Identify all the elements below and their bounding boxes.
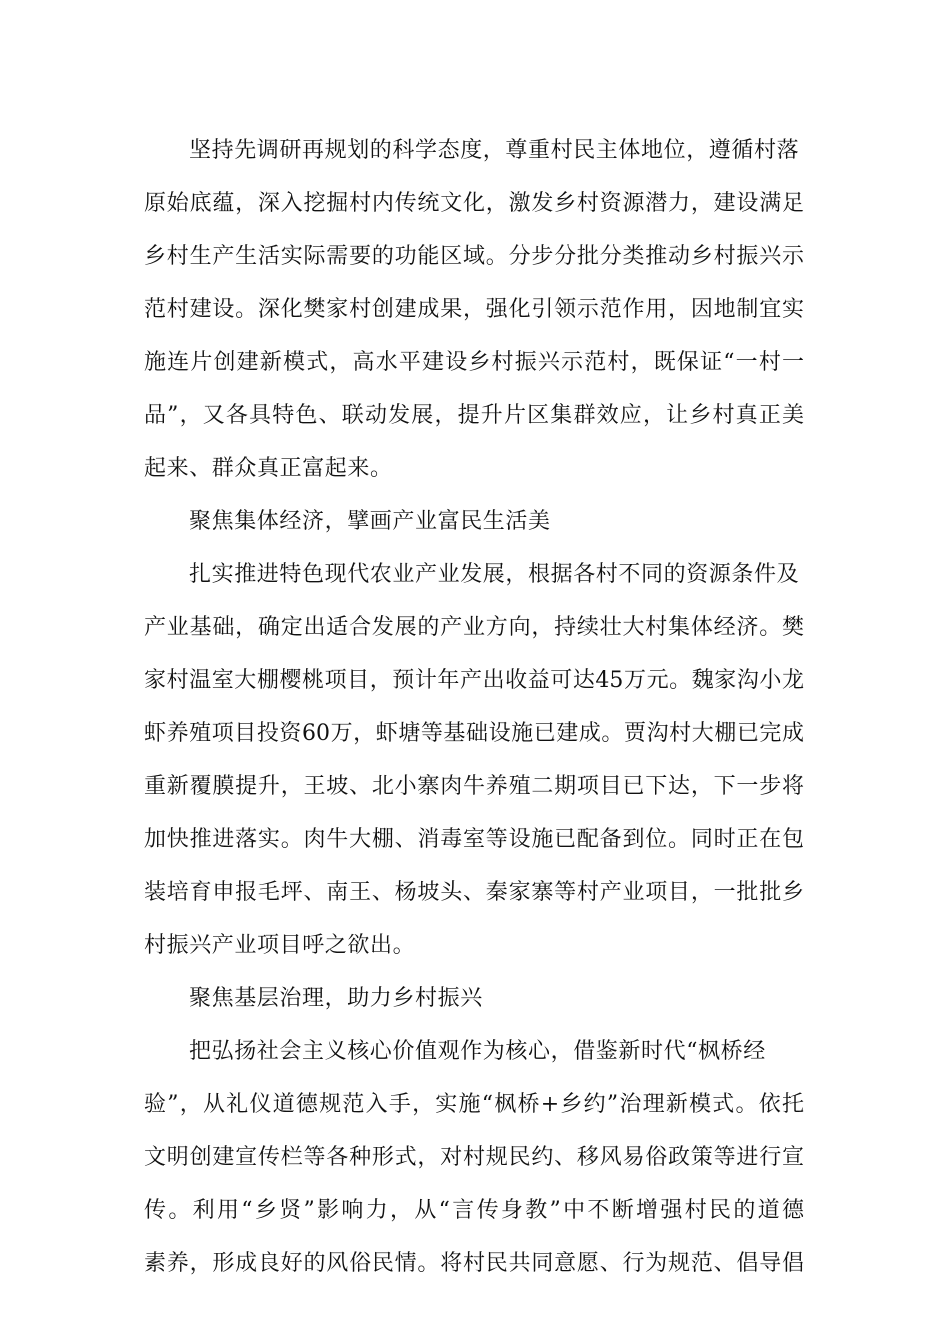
paragraph-1-line-2: 原始底蕴，深入挖掘村内传统文化，激发乡村资源潜力，建设满足	[144, 191, 804, 216]
paragraph-3-line-5: 素养，形成良好的风俗民情。将村民共同意愿、行为规范、倡导倡	[144, 1251, 804, 1276]
paragraph-3-line-4: 传。利用“乡贤”影响力，从“言传身教”中不断增强村民的道德	[144, 1198, 804, 1223]
paragraph-2-line-7: 装培育申报毛坪、南王、杨坡头、秦家寨等村产业项目，一批批乡	[144, 880, 804, 905]
paragraph-2-line-6: 加快推进落实。肉牛大棚、消毒室等设施已配备到位。同时正在包	[144, 827, 804, 852]
paragraph-3-line-1: 把弘扬社会主义核心价值观作为核心，借鉴新时代“枫桥经	[189, 1039, 766, 1064]
section-heading-grassroots-governance: 聚焦基层治理，助力乡村振兴	[189, 986, 483, 1011]
section-heading-collective-economy: 聚焦集体经济，擘画产业富民生活美	[189, 509, 551, 534]
paragraph-2-line-4: 虾养殖项目投资60万，虾塘等基础设施已建成。贾沟村大棚已完成	[144, 721, 804, 746]
paragraph-1-line-7: 起来、群众真正富起来。	[144, 456, 393, 481]
paragraph-3-line-2: 验”，从礼仪道德规范入手，实施“枫桥+乡约”治理新模式。依托	[144, 1092, 804, 1117]
paragraph-3-line-3: 文明创建宣传栏等各种形式，对村规民约、移风易俗政策等进行宣	[144, 1145, 804, 1170]
paragraph-1-line-4: 范村建设。深化樊家村创建成果，强化引领示范作用，因地制宜实	[144, 297, 804, 322]
paragraph-1-line-5: 施连片创建新模式，高水平建设乡村振兴示范村，既保证“一村一	[144, 350, 804, 375]
paragraph-1-line-1: 坚持先调研再规划的科学态度，尊重村民主体地位，遵循村落	[189, 138, 800, 163]
paragraph-1-line-6: 品”，又各具特色、联动发展，提升片区集群效应，让乡村真正美	[144, 403, 804, 428]
paragraph-2-line-8: 村振兴产业项目呼之欲出。	[144, 933, 416, 958]
paragraph-2-line-1: 扎实推进特色现代农业产业发展，根据各村不同的资源条件及	[189, 562, 800, 587]
paragraph-1-line-3: 乡村生产生活实际需要的功能区域。分步分批分类推动乡村振兴示	[144, 244, 804, 269]
paragraph-2-line-2: 产业基础，确定出适合发展的产业方向，持续壮大村集体经济。樊	[144, 615, 804, 640]
paragraph-2-line-5: 重新覆膜提升，王坡、北小寨肉牛养殖二期项目已下达，下一步将	[144, 774, 804, 799]
paragraph-2-line-3: 家村温室大棚樱桃项目，预计年产出收益可达45万元。魏家沟小龙	[144, 668, 804, 693]
